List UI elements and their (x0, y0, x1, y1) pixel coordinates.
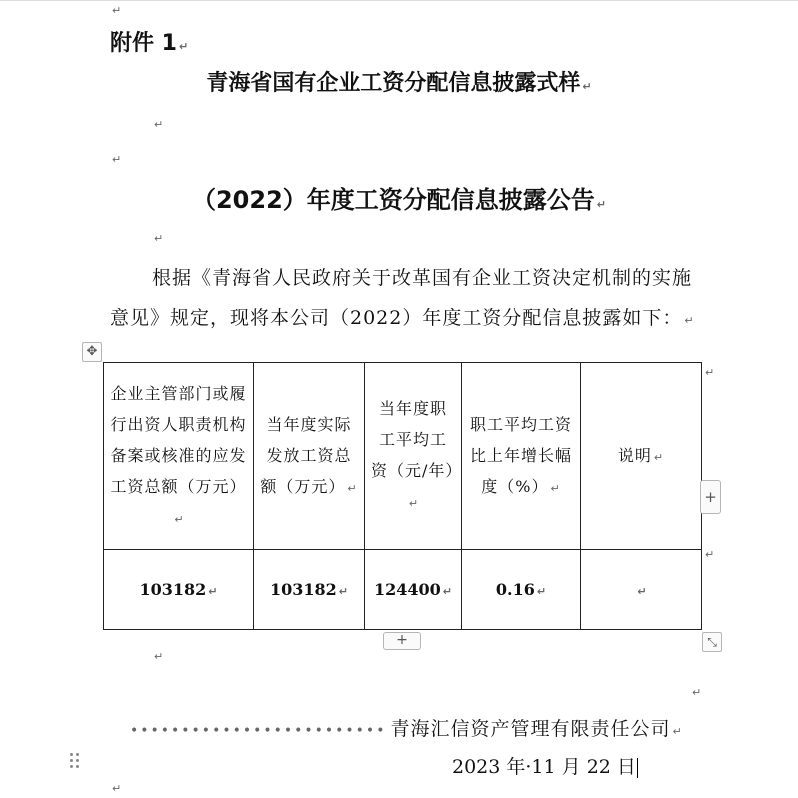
paragraph-mark: ↵ (692, 686, 702, 699)
table-cell[interactable]: 0.16 ↵ (462, 550, 581, 630)
paragraph-mark: ↵ (338, 585, 348, 598)
paragraph-mark: ↵ (112, 4, 122, 17)
table-cell[interactable]: 124400 ↵ (365, 550, 462, 630)
leader-dots: ••••••••••••••••••••••••• (130, 723, 387, 739)
plus-icon: + (704, 488, 717, 506)
document-title (0, 66, 798, 97)
announcement-title (0, 180, 798, 215)
table-header-cell[interactable]: 企业主管部门或履行出资人职责机构备案或核准的应发工资总额（万元）↵ (104, 363, 254, 550)
text-cursor (637, 758, 638, 778)
paragraph-mark: ↵ (705, 548, 715, 561)
move-icon: ✥ (86, 344, 98, 359)
resize-icon: ⤡ (707, 635, 717, 649)
signature-date: 2023 年·11 月 22 日 (452, 756, 636, 778)
date-line (452, 752, 638, 779)
add-column-button[interactable] (700, 480, 721, 514)
intro-paragraph (110, 258, 700, 341)
table-header-cell[interactable]: 当年度实际发放工资总额（万元） ↵ (254, 363, 365, 550)
add-row-button[interactable] (383, 632, 421, 650)
plus-icon: + (396, 632, 408, 648)
table-header-cell[interactable]: 说明 ↵ (581, 363, 702, 550)
paragraph-mark: ↵ (112, 153, 122, 166)
paragraph-mark: ↵ (154, 650, 164, 663)
paragraph-mark: ↵ (154, 232, 164, 245)
paragraph-mark: ↵ (637, 585, 647, 598)
table-row (104, 550, 702, 630)
paragraph-mark: ↵ (536, 585, 547, 598)
paragraph-mark: ↵ (112, 782, 122, 795)
paragraph-mark: ↵ (154, 118, 164, 131)
paragraph-mark: ↵ (174, 512, 185, 526)
paragraph-mark: ↵ (347, 481, 358, 495)
table-resize-handle[interactable] (702, 632, 722, 652)
drag-handle-icon[interactable] (70, 753, 82, 769)
paragraph-mark: ↵ (550, 481, 561, 495)
table-header-cell[interactable]: 职工平均工资比上年增长幅度（%） ↵ (462, 363, 581, 550)
paragraph-mark: ↵ (705, 366, 715, 379)
announcement-title-text: （2022）年度工资分配信息披露公告 (191, 186, 595, 214)
paragraph-mark: ↵ (596, 198, 606, 211)
table-cell[interactable]: 103182 ↵ (104, 550, 254, 630)
page-edge (0, 0, 798, 1)
company-name: 青海汇信资产管理有限责任公司 (390, 718, 671, 740)
paragraph-mark: ↵ (582, 80, 592, 93)
table-move-handle[interactable] (82, 342, 102, 362)
wage-info-table (103, 362, 702, 630)
table-header-cell[interactable]: 当年度职工平均工资（元/年）↵ (365, 363, 462, 550)
document-title-text: 青海省国有企业工资分配信息披露式样 (206, 71, 581, 96)
paragraph-mark: ↵ (208, 585, 218, 598)
paragraph-mark: ↵ (178, 40, 189, 53)
paragraph-mark: ↵ (442, 585, 452, 598)
paragraph-mark: ↵ (653, 450, 665, 464)
company-line (130, 714, 683, 741)
intro-text: 根据《青海省人民政府关于改革国有企业工资决定机制的实施意见》规定，现将本公司（2022）年度工资分配信息披露如下： (110, 267, 693, 329)
attachment-label-text: 附件 1 (110, 31, 177, 56)
table-header-row (104, 363, 702, 550)
table-cell[interactable] (581, 550, 702, 630)
table-cell[interactable]: 103182 ↵ (254, 550, 365, 630)
paragraph-mark: ↵ (672, 725, 683, 738)
paragraph-mark: ↵ (684, 314, 695, 327)
paragraph-mark: ↵ (408, 497, 420, 510)
attachment-label (110, 26, 188, 57)
